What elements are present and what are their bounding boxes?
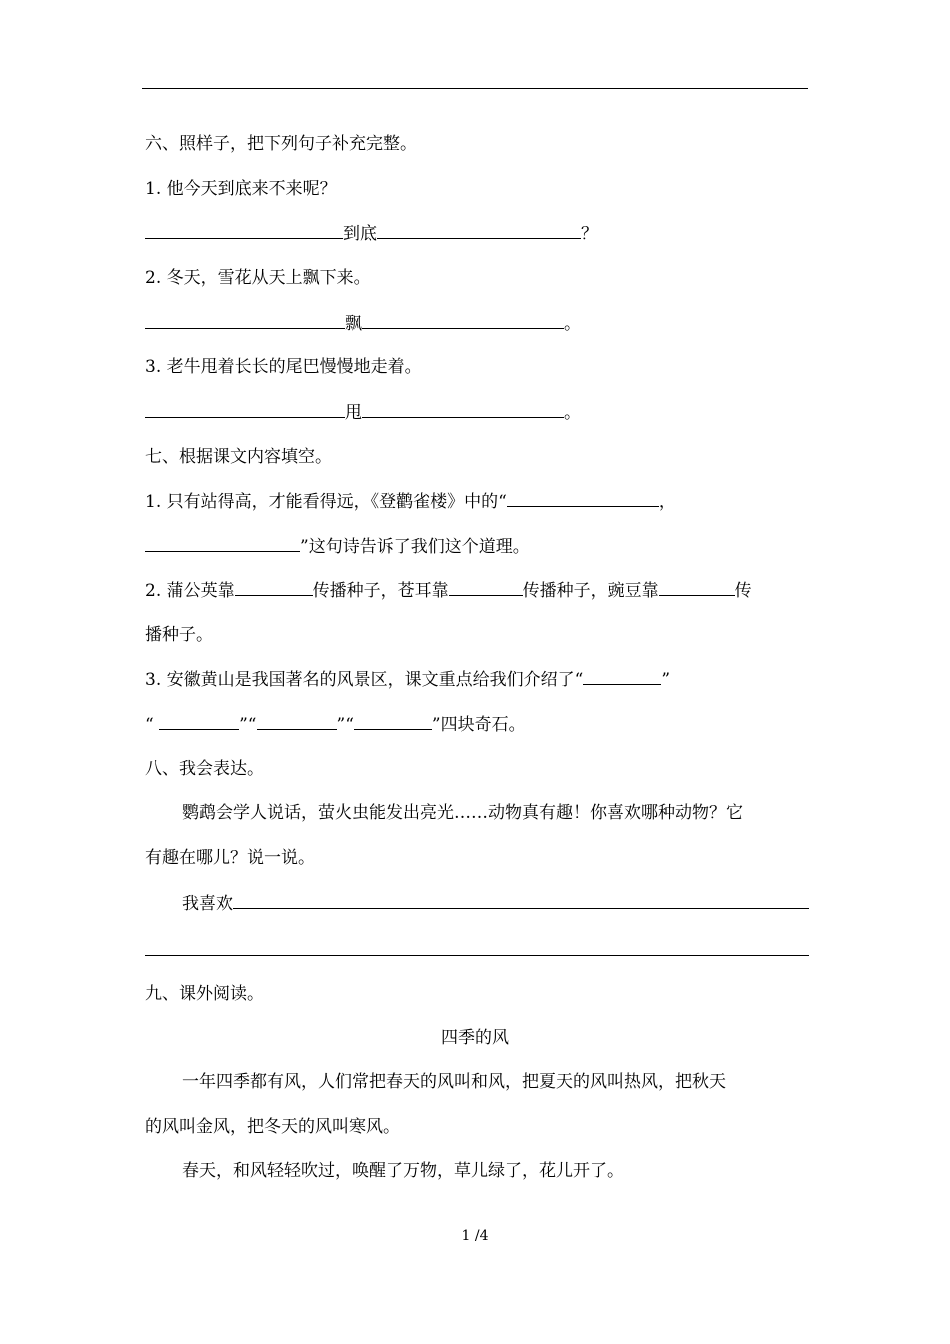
answer-punct: ？ (581, 224, 598, 244)
answer-punct: 。 (564, 314, 581, 334)
answer-blank[interactable] (362, 313, 564, 329)
answer-keyword: 甩 (345, 403, 362, 423)
reading-paragraph-2: 春天，和风轻轻吹过，唤醒了万物，草儿绿了，花儿开了。 (182, 1161, 624, 1181)
header-rule (142, 88, 808, 89)
section7-question-1: 1. 只有站得高，才能看得远，《登鹳雀楼》中的“ ， (145, 492, 676, 512)
section7-question-2-cont: 播种子。 (145, 625, 213, 645)
section7-heading: 七、根据课文内容填空。 (145, 447, 332, 467)
reading-paragraph-1-line2: 的风叫金风，把冬天的风叫寒风。 (145, 1117, 400, 1137)
answer-blank[interactable] (354, 714, 432, 730)
section7-question-2: 2. 蒲公英靠 传播种子，苍耳靠 传播种子，豌豆靠 传 (145, 581, 752, 601)
section6-answer-2 (145, 313, 581, 334)
answer-keyword: 飘 (345, 314, 362, 334)
answer-blank[interactable] (257, 714, 337, 730)
answer-blank[interactable] (362, 402, 564, 418)
reading-paragraph-1-line1: 一年四季都有风，人们常把春天的风叫和风，把夏天的风叫热风，把秋天 (182, 1072, 726, 1092)
answer-blank[interactable] (583, 669, 661, 685)
answer-blank[interactable] (145, 223, 343, 239)
answer-blank[interactable] (145, 402, 345, 418)
section8-answer-line: 我喜欢 (182, 893, 809, 914)
section9-heading: 九、课外阅读。 (145, 984, 264, 1004)
section6-answer-1 (145, 223, 598, 244)
section7-question-3-cont: “ ”“ ”“ ”四块奇石。 (145, 715, 526, 735)
section8-paragraph-line2: 有趣在哪儿？说一说。 (145, 848, 315, 868)
section7-question-3: 3. 安徽黄山是我国著名的风景区，课文重点给我们介绍了“ ” (145, 670, 671, 690)
answer-punct: 。 (564, 403, 581, 423)
answer-blank[interactable] (377, 223, 581, 239)
section8-heading: 八、我会表达。 (145, 759, 264, 779)
answer-blank[interactable] (145, 536, 300, 552)
page-number: 1 /4 (461, 1228, 489, 1244)
section8-paragraph-line1: 鹦鹉会学人说话，萤火虫能发出亮光……动物真有趣！你喜欢哪种动物？它 (182, 803, 743, 823)
section6-question-1: 1. 他今天到底来不来呢？ (145, 179, 337, 199)
answer-blank[interactable] (449, 580, 523, 596)
answer-blank[interactable] (159, 714, 239, 730)
answer-blank[interactable] (235, 580, 313, 596)
section6-question-2: 2. 冬天，雪花从天上飘下来。 (145, 268, 371, 288)
section6-question-3: 3. 老牛甩着长长的尾巴慢慢地走着。 (145, 357, 422, 377)
answer-blank[interactable] (659, 580, 735, 596)
answer-keyword: 到底 (343, 224, 377, 244)
answer-blank[interactable] (145, 313, 345, 329)
section6-answer-3 (145, 402, 581, 423)
section7-question-1-cont: ”这句诗告诉了我们这个道理。 (145, 536, 530, 557)
answer-blank[interactable] (233, 893, 809, 909)
answer-line[interactable] (145, 955, 809, 956)
answer-blank[interactable] (507, 491, 659, 507)
reading-title: 四季的风 (441, 1028, 509, 1048)
section6-heading: 六、照样子，把下列句子补充完整。 (145, 134, 417, 154)
